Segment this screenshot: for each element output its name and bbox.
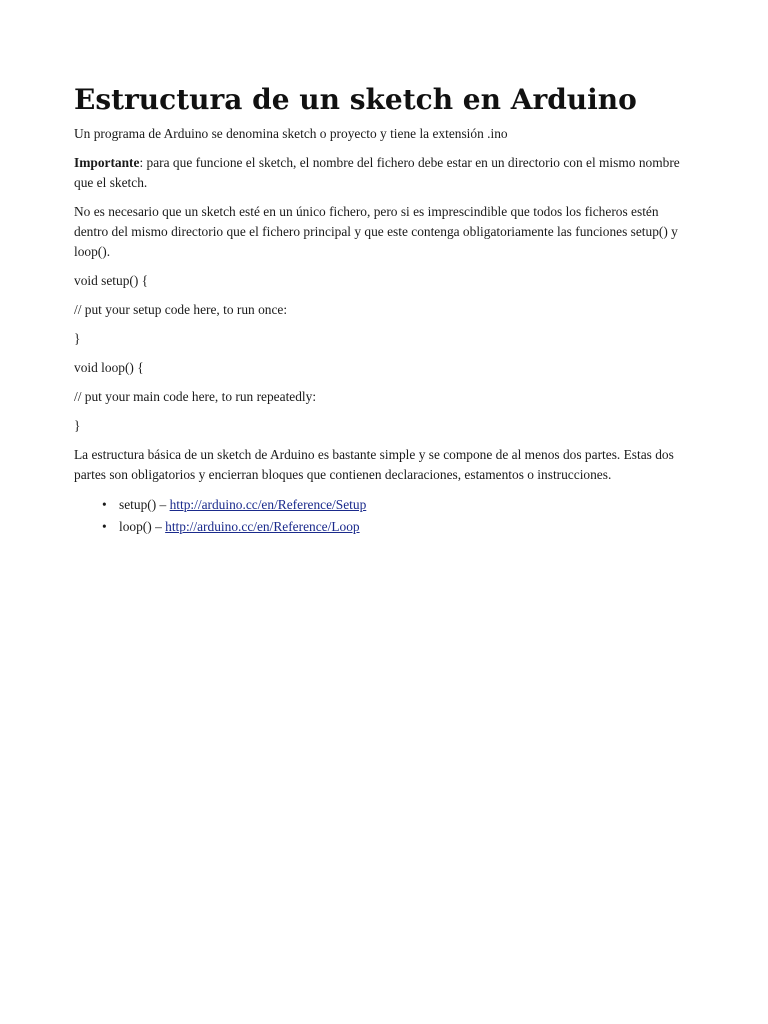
- document-title: Estructura de un sketch en Arduino: [74, 83, 637, 116]
- code-line-setup-comment: // put your setup code here, to run once:: [74, 302, 288, 317]
- list-item-label: setup() –: [119, 497, 170, 512]
- list-item: [102, 494, 694, 516]
- list-item-label: loop() –: [119, 519, 166, 534]
- code-line-loop-open: void loop() {: [74, 360, 144, 375]
- code-line-setup-close: }: [74, 331, 81, 346]
- loop-reference-link[interactable]: http://arduino.cc/en/Reference/Loop: [165, 519, 360, 534]
- bullet-icon: •: [102, 519, 107, 534]
- important-label: Importante: [74, 155, 140, 170]
- structure-paragraph: La estructura básica de un sketch de Arduino es bastante simple y se compone de al menos dos partes. Estas dos partes son obligatorios y encierran bloques que contienen declaraciones, estamentos o instrucciones.: [74, 447, 674, 482]
- bullet-icon: •: [102, 497, 107, 512]
- important-text: : para que funcione el sketch, el nombre del fichero debe estar en un directorio con el mismo nombre que el sketch.: [74, 155, 680, 190]
- files-paragraph: No es necesario que un sketch esté en un único fichero, pero si es imprescindible que todos los ficheros estén dentro del mismo directorio que el fichero principal y que este contenga obligatoriamente las funciones setup() y loop().: [74, 204, 678, 259]
- code-line-setup-open: void setup() {: [74, 273, 149, 288]
- reference-list: [74, 494, 694, 538]
- intro-paragraph: Un programa de Arduino se denomina sketch o proyecto y tiene la extensión .ino: [74, 126, 508, 141]
- code-line-loop-comment: // put your main code here, to run repeatedly:: [74, 389, 317, 404]
- important-paragraph: [74, 153, 694, 193]
- setup-reference-link[interactable]: http://arduino.cc/en/Reference/Setup: [169, 497, 367, 512]
- list-item: [102, 516, 694, 538]
- code-line-loop-close: }: [74, 418, 81, 433]
